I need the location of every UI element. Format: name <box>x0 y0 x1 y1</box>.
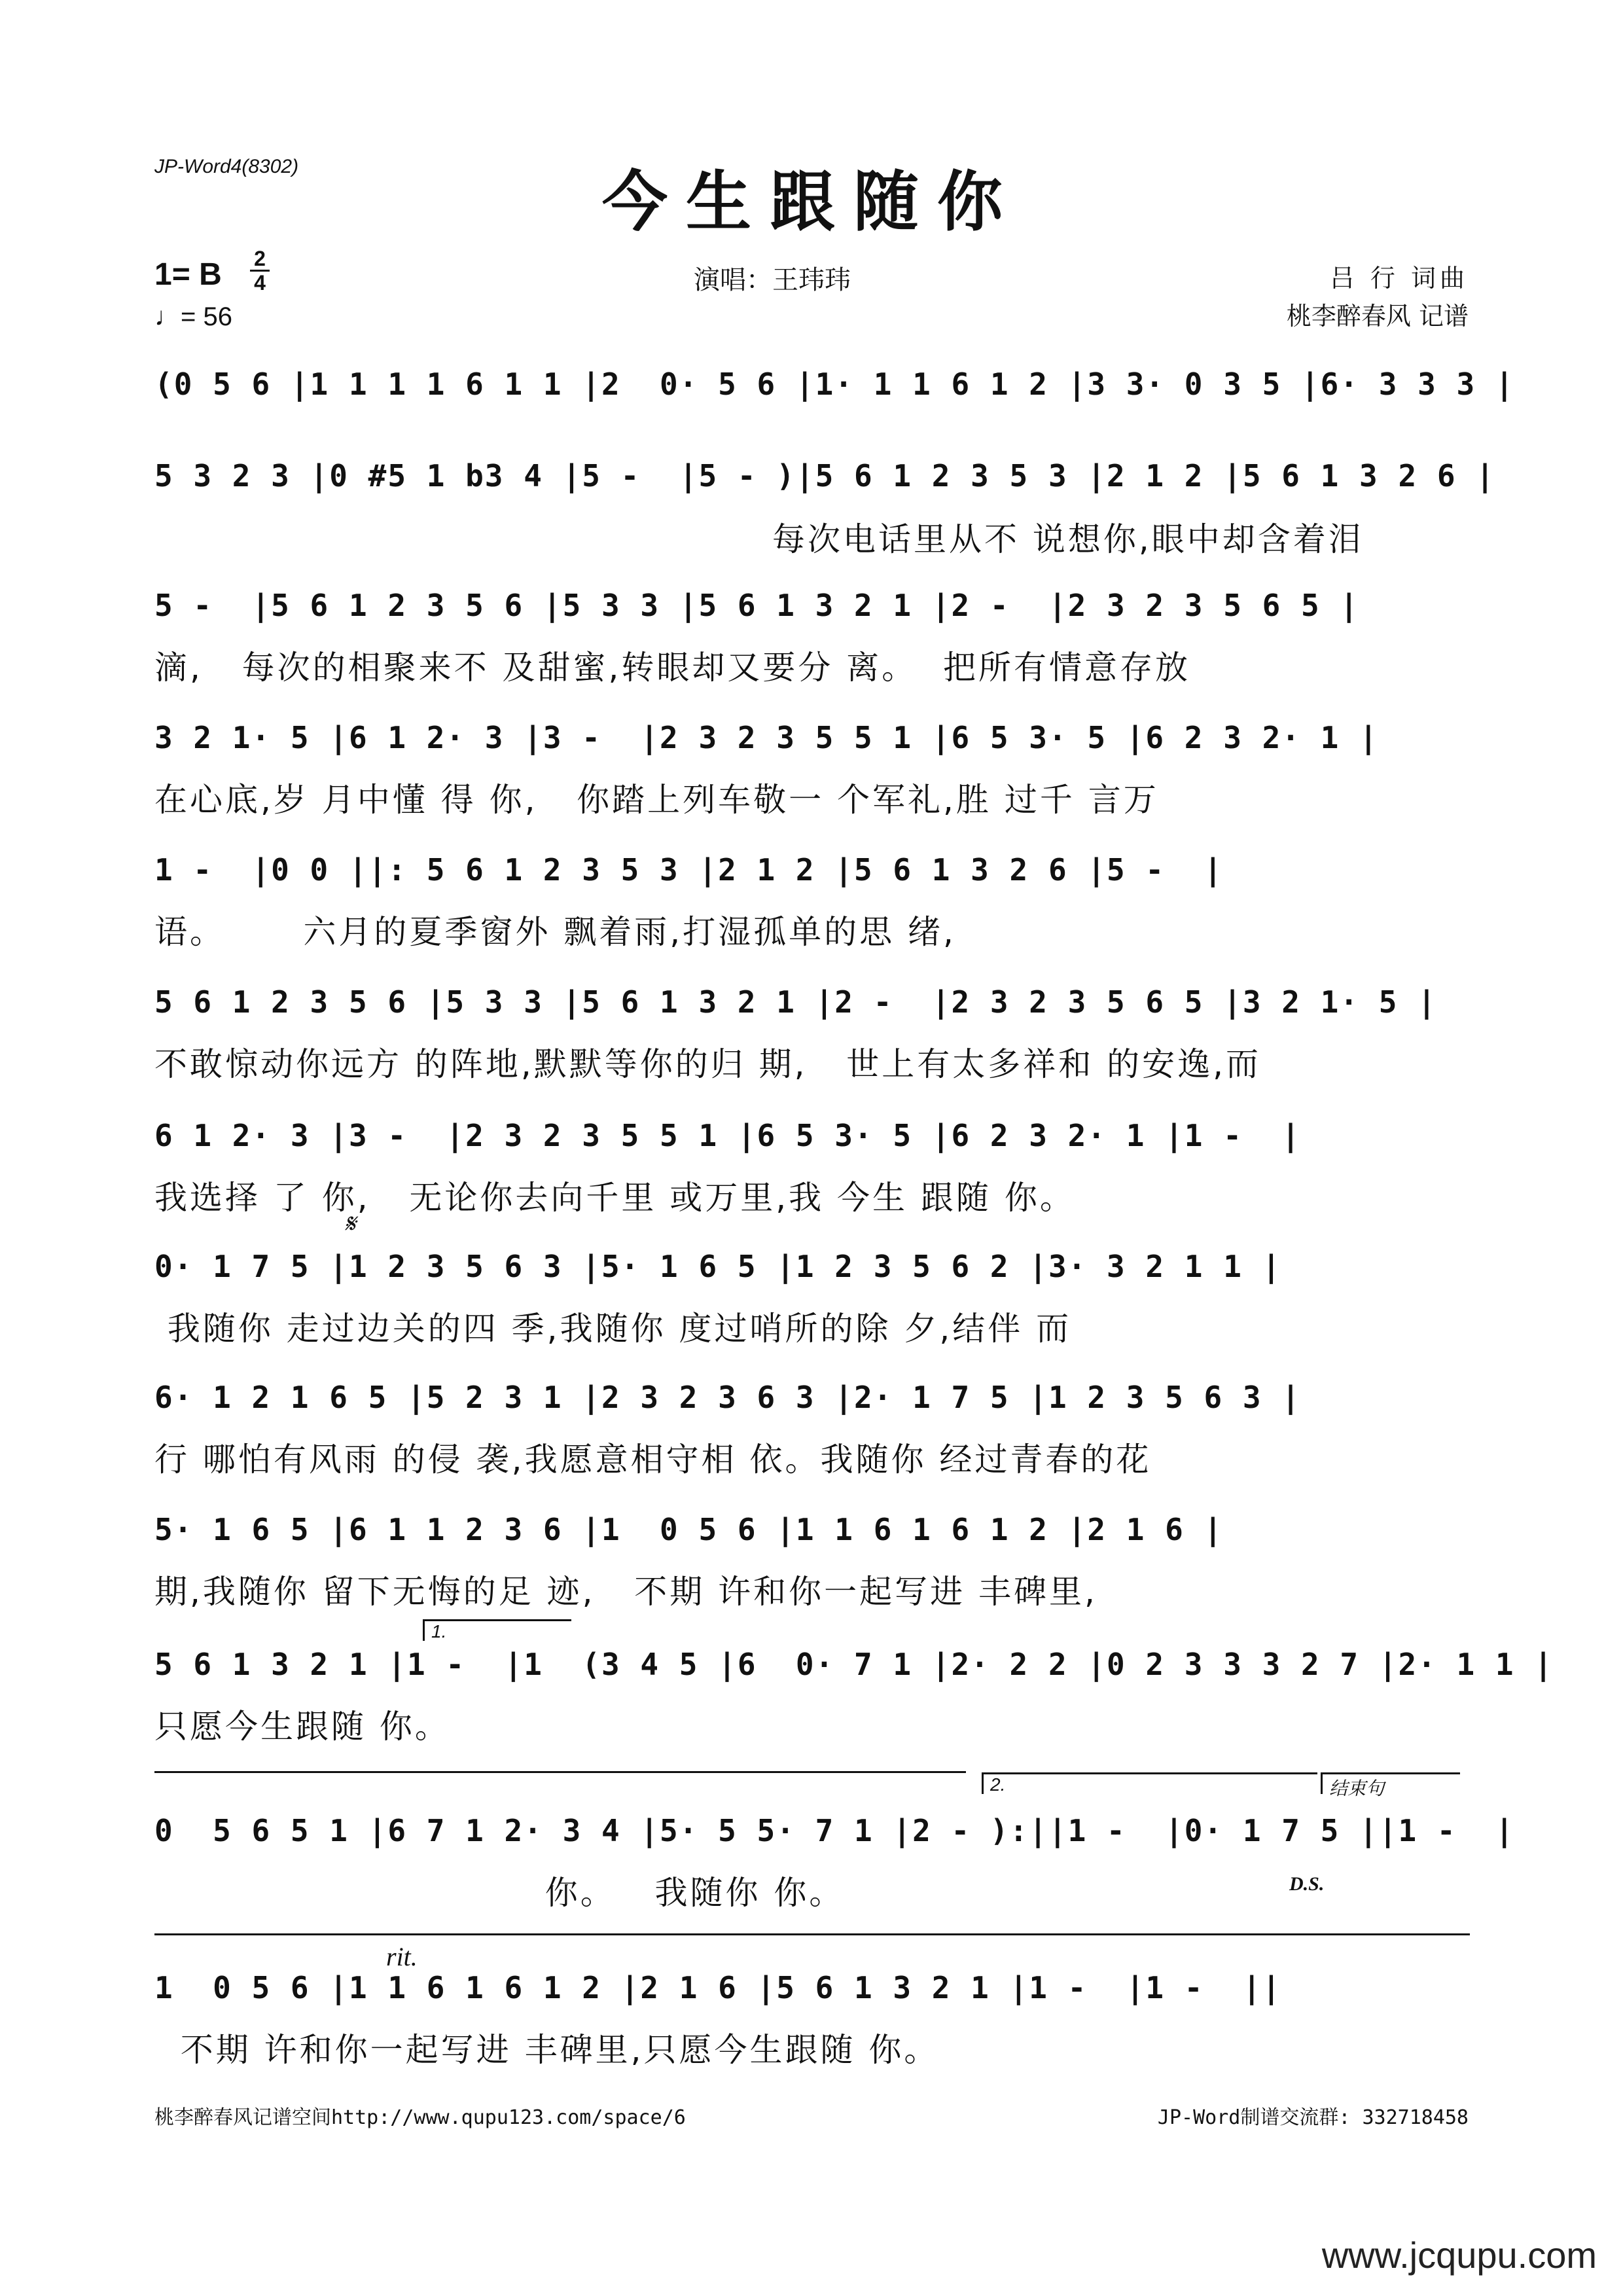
lyric-row-12: 你。 我随你 你。 <box>154 1874 845 1912</box>
footer-right: JP-Word制谱交流群: 332718458 <box>1157 2106 1469 2129</box>
notation-row-6: 5 6 1 2 3 5 6 |5 3 3 |5 6 1 3 2 1 |2 - |2 3 2 3 5 6 5 |3 2 1· 5 | <box>154 984 1437 1020</box>
time-top: 2 <box>254 247 266 270</box>
volta-1-extension <box>154 1771 966 1773</box>
lyric-row-9: 行 哪怕有风雨 的侵 袭,我愿意相守相 依。我随你 经过青春的花 <box>154 1441 1152 1479</box>
lyric-row-3: 滴, 每次的相聚来不 及甜蜜,转眼却又要分 离。 把所有情意存放 <box>154 649 1191 687</box>
lyric-row-8: 我随你 走过边关的四 季,我随你 度过哨所的除 夕,结伴 而 <box>154 1310 1072 1348</box>
volta-1-label: 1. <box>431 1621 447 1641</box>
time-bottom: 4 <box>254 271 266 295</box>
time-signature <box>250 247 270 294</box>
coda-top-line <box>154 1933 1470 1935</box>
notation-row-7: 6 1 2· 3 |3 - |2 3 2 3 5 5 1 |6 5 3· 5 |6 2 3 2· 1 |1 - | <box>154 1118 1301 1153</box>
key-signature: 1= B <box>154 257 222 292</box>
notation-row-2: 5 3 2 3 |0 #5 1 b3 4 |5 - |5 - )|5 6 1 2 3 5 3 |2 1 2 |5 6 1 3 2 6 | <box>154 458 1495 493</box>
notation-row-3: 5 - |5 6 1 2 3 5 6 |5 3 3 |5 6 1 3 2 1 |2 - |2 3 2 3 5 6 5 | <box>154 588 1360 623</box>
rit-marking: rit. <box>386 1942 418 1971</box>
lyric-row-5: 语。 六月的夏季窗外 飘着雨,打湿孤单的思 绪, <box>154 913 956 951</box>
ending-bracket <box>1321 1772 1460 1799</box>
notation-row-1: (0 5 6 |1 1 1 1 6 1 1 |2 0· 5 6 |1· 1 1 6 1 2 |3 3· 0 3 5 |6· 3 3 3 | <box>154 367 1515 402</box>
notation-row-8: 0· 1 7 5 |1 2 3 5 6 3 |5· 1 6 5 |1 2 3 5 6 2 |3· 3 2 1 1 | <box>154 1249 1282 1284</box>
segno-mark: 𝄋 <box>344 1209 356 1238</box>
notation-row-13: 1 0 5 6 |1 1 6 1 6 1 2 |2 1 6 |5 6 1 3 2 1 |1 - |1 - || <box>154 1970 1282 2005</box>
notation-row-9: 6· 1 2 1 6 5 |5 2 3 1 |2 3 2 3 6 3 |2· 1 7 5 |1 2 3 5 6 3 | <box>154 1380 1301 1415</box>
footer-left: 桃李醉春风记谱空间http://www.qupu123.com/space/6 <box>154 2106 686 2129</box>
lyric-row-13: 不期 许和你一起写进 丰碑里,只愿今生跟随 你。 <box>154 2031 940 2069</box>
notation-row-5: 1 - |0 0 ||: 5 6 1 2 3 5 3 |2 1 2 |5 6 1 3 2 6 |5 - | <box>154 852 1224 888</box>
volta-2-bracket <box>982 1772 1317 1794</box>
tempo-marking: ♩= 56 <box>154 302 232 331</box>
volta-2-label: 2. <box>990 1774 1006 1795</box>
singer-credit: 演唱：王玮玮 <box>694 265 851 295</box>
song-title: 今生跟随你 <box>602 163 1021 240</box>
lyric-row-7: 我选择 了 你, 无论你去向千里 或万里,我 今生 跟随 你。 <box>154 1179 1075 1217</box>
lyric-row-4: 在心底,岁 月中懂 得 你, 你踏上列车敬一 个军礼,胜 过千 言万 <box>154 781 1159 819</box>
ds-marking: D.S. <box>1289 1873 1325 1895</box>
notation-row-11: 5 6 1 3 2 1 |1 - |1 (3 4 5 |6 0· 7 1 |2· 2 2 |0 2 3 3 3 2 7 |2· 1 1 | <box>154 1647 1554 1682</box>
notation-row-12: 0 5 6 5 1 |6 7 1 2· 3 4 |5· 5 5· 7 1 |2 - ):||1 - |0· 1 7 5 ||1 - | <box>154 1813 1515 1848</box>
transcriber-credit: 桃李醉春风 记谱 <box>1286 302 1469 331</box>
lyric-row-10: 期,我随你 留下无悔的足 迹, 不期 许和你一起写进 丰碑里, <box>154 1573 1097 1611</box>
lyric-row-2: 每次电话里从不 说想你,眼中却含着泪 <box>772 520 1364 558</box>
lyricist-composer-credit: 吕 行 词曲 <box>1329 264 1469 293</box>
watermark: www.jcqupu.com <box>1321 2234 1597 2276</box>
volta-1-bracket <box>423 1619 571 1641</box>
lyric-row-6: 不敢惊动你远方 的阵地,默默等你的归 期, 世上有太多祥和 的安逸,而 <box>154 1045 1262 1083</box>
notation-row-10: 5· 1 6 5 |6 1 1 2 3 6 |1 0 5 6 |1 1 6 1 6 1 2 |2 1 6 | <box>154 1512 1224 1547</box>
software-label: JP-Word4(8302) <box>154 156 299 177</box>
notation-row-4: 3 2 1· 5 |6 1 2· 3 |3 - |2 3 2 3 5 5 1 |6 5 3· 5 |6 2 3 2· 1 | <box>154 720 1379 755</box>
ending-label: 结束句 <box>1329 1778 1385 1799</box>
lyric-row-11: 只愿今生跟随 你。 <box>154 1708 450 1746</box>
